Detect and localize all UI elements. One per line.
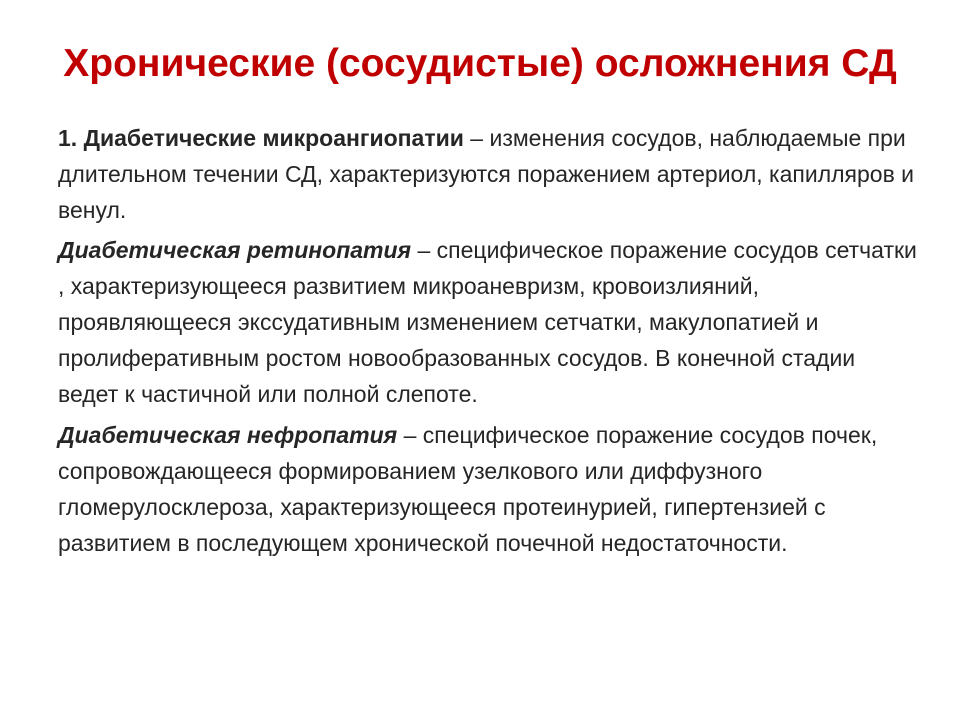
definition-retinopathy: – специфическое поражение сосудов сетчатки , характеризующееся развитием микроаневризм, кровоизлияний, проявляющееся экссудативным изменением сетчатки, макулопатией и пролиферативным ростом новообразованных сосудов. В конечной стадии ведет к частичной или полной слепоте. (58, 237, 917, 407)
paragraph-nephropathy (58, 417, 918, 561)
term-microangiopathy: 1. Диабетические микроангиопатии (58, 125, 464, 151)
definition-nephropathy: – специфическое поражение сосудов почек, сопровождающееся формированием узелкового или диффузного гломерулосклероза, характеризующееся протеинурией, гипертензией с развитием в последующем хронической почечной недостаточности. (58, 422, 878, 556)
slide-title: Хронические (сосудистые) осложнения СД (63, 42, 897, 85)
paragraph-microangiopathy (58, 120, 918, 228)
term-nephropathy: Диабетическая нефропатия (58, 422, 398, 448)
term-retinopathy: Диабетическая ретинопатия (58, 237, 412, 263)
definition-microangiopathy: – изменения сосудов, наблюдаемые при длительном течении СД, характеризуются поражением артериол, капилляров и венул. (58, 125, 915, 223)
slide-body (58, 120, 918, 566)
paragraph-retinopathy (58, 232, 918, 412)
